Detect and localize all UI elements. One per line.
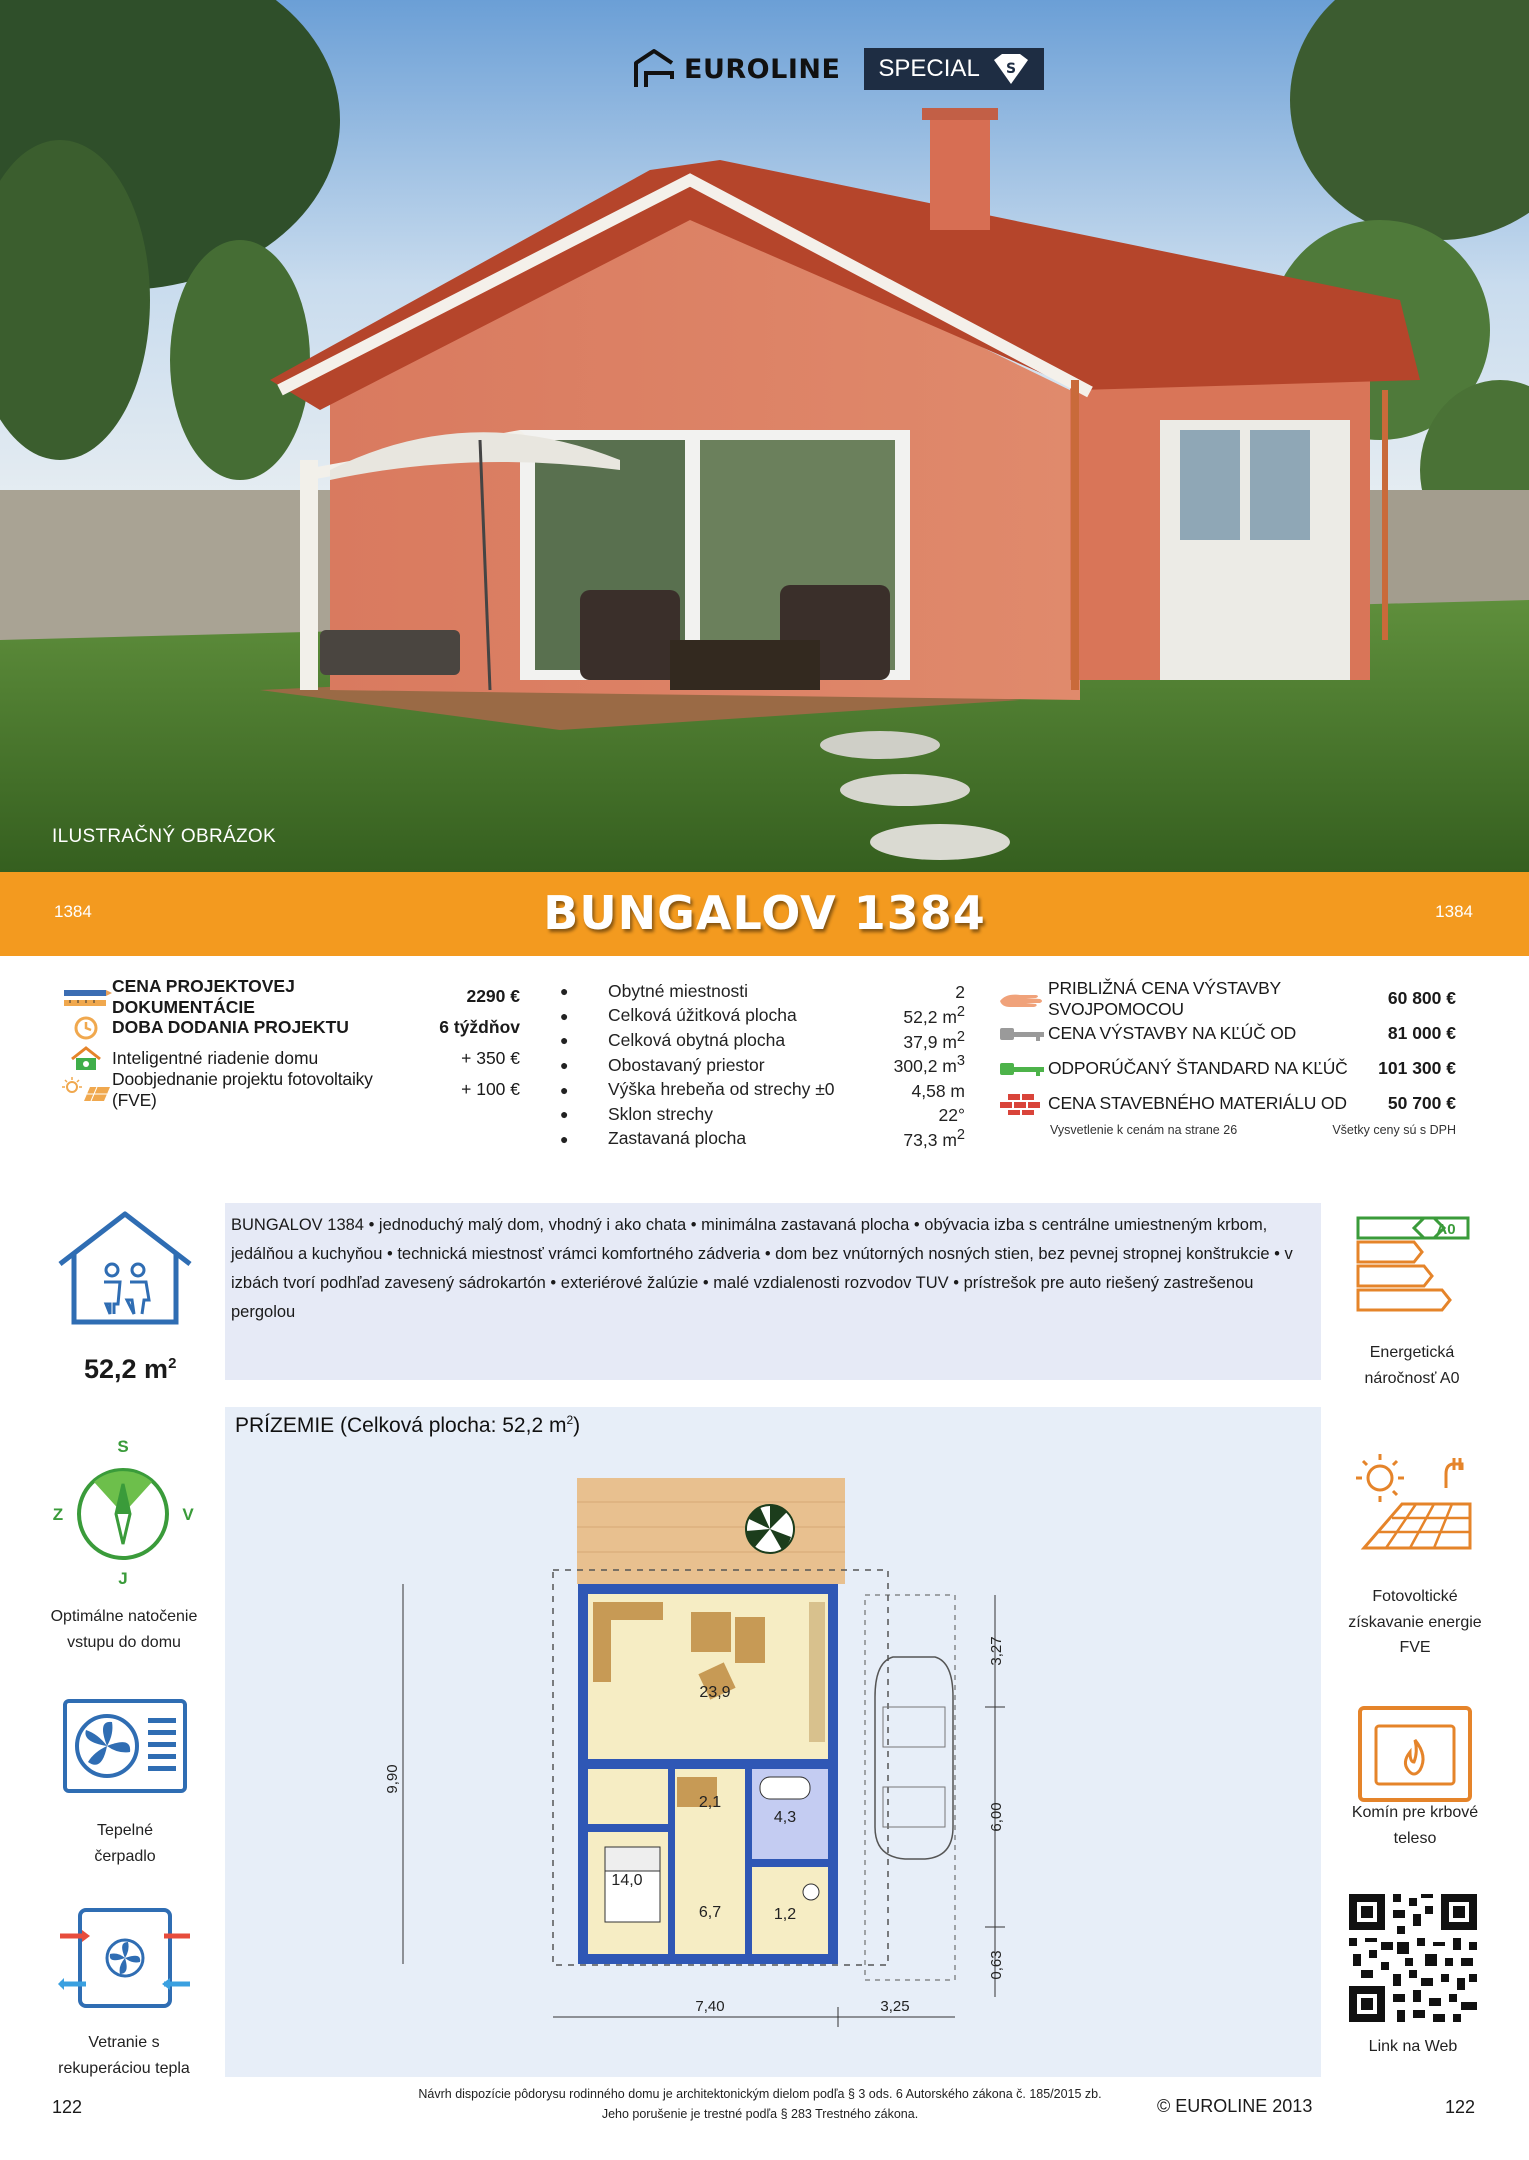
energy-class-value: A0	[1436, 1221, 1456, 1238]
price-row	[996, 977, 1456, 1019]
key-green-icon	[996, 1057, 1048, 1081]
bullet-icon: ●	[560, 1007, 569, 1024]
param-label: Sklon strechy	[608, 1103, 714, 1124]
brand-logo	[632, 46, 1044, 92]
project-code-right: 1384	[1435, 902, 1473, 921]
family-house-icon	[52, 1208, 198, 1328]
price-notes	[996, 1123, 1456, 1137]
compass-icon	[50, 1434, 196, 1592]
project-label: DOBA DODANIA PROJEKTU	[112, 1017, 349, 1037]
param-row	[560, 1028, 965, 1053]
hero-image	[0, 0, 1529, 872]
param-label: Výška hrebeňa od strechy ±0	[608, 1079, 835, 1100]
key-gray-icon	[996, 1022, 1048, 1046]
heat-pump-icon	[62, 1698, 188, 1798]
legal-notice	[330, 2084, 1190, 2124]
price-label: CENA VÝSTAVBY NA KĽÚČ OD	[1048, 1023, 1297, 1043]
param-label: Obytné miestnosti	[608, 980, 749, 1001]
special-badge-letter: S	[1006, 61, 1017, 77]
price-note-vat: Všetky ceny sú s DPH	[1332, 1123, 1456, 1137]
brand-special-label: SPECIAL	[878, 55, 980, 82]
bullet-icon: ●	[560, 1032, 569, 1049]
param-value: 73,3 $m^2$	[903, 1126, 965, 1150]
price-value: 81 000 €	[1387, 1023, 1456, 1043]
project-label: Doobjednanie projektu fotovoltaiky (FVE)	[112, 1068, 373, 1110]
legal-line-2: Jeho porušenie je trestné podľa § 283 Trestného zákona.	[601, 2107, 919, 2121]
param-row	[560, 1077, 965, 1102]
compass-west-label: Z	[52, 1505, 64, 1524]
project-label: Inteligentné riadenie domu	[112, 1048, 319, 1068]
room-area-bedroom: 14,0	[611, 1872, 643, 1889]
bullet-icon: ●	[560, 983, 569, 1000]
param-label: Celková obytná plocha	[608, 1029, 786, 1050]
page-title: BUNGALOV 1384	[543, 886, 986, 940]
photovoltaic-label: Fotovoltické získavanie energie FVE	[1348, 1588, 1482, 1657]
param-value: 300,2 $m^3$	[893, 1053, 965, 1076]
house-illustration	[0, 0, 1529, 872]
room-area-hall: 6,7	[698, 1904, 722, 1921]
price-row	[996, 1086, 1456, 1121]
param-row	[560, 979, 965, 1004]
price-row	[996, 1051, 1456, 1086]
energy-label: Energetická náročnosť A0	[1364, 1344, 1460, 1387]
room-area-bath: 4,3	[773, 1809, 797, 1826]
project-value: 2290 €	[466, 986, 520, 1006]
price-label: CENA STAVEBNÉHO MATERIÁLU OD	[1048, 1093, 1347, 1113]
special-badge-icon	[992, 54, 1030, 84]
solar-panel-icon	[60, 1077, 112, 1103]
room-area-living: 23,9	[699, 1684, 731, 1701]
ventilation-icon	[58, 1906, 192, 2016]
project-row	[60, 975, 520, 1017]
dim-mid-right: 6,00	[988, 1802, 1005, 1832]
bullet-icon: ●	[560, 1130, 569, 1147]
project-value: + 100 €	[461, 1079, 520, 1099]
house-logo-icon	[632, 47, 676, 91]
param-row	[560, 1053, 965, 1078]
param-value: 2	[955, 982, 965, 1003]
price-label: PRIBLIŽNÁ CENA VÝSTAVBY SVOJPOMOCOU	[1048, 977, 1281, 1019]
floor-plan-drawing	[225, 1407, 1321, 2077]
qr-code-icon[interactable]	[1345, 1890, 1481, 2026]
price-value: 50 700 €	[1387, 1093, 1456, 1113]
bullet-icon: ●	[560, 1081, 569, 1098]
parameters-list	[560, 979, 965, 1151]
legal-line-1: Návrh dispozície pôdorysu rodinného domu je architektonickým dielom podľa § 3 ods. 6 Autorského zákona č. 185/2015 zb.	[418, 2087, 1102, 2101]
project-code-left: 1384	[54, 902, 92, 921]
floor-plan-title: PRÍZEMIE (Celková plocha: 52,2 $m^2$)	[235, 1413, 581, 1437]
dim-width-carport: 3,25	[880, 1998, 910, 2015]
bricks-icon	[996, 1092, 1048, 1116]
page-number-left: 122	[52, 2097, 83, 2117]
dim-top-right: 3,27	[988, 1636, 1005, 1666]
project-info-list	[60, 975, 520, 1110]
compass-east-label: V	[182, 1505, 194, 1524]
copyright: © EUROLINE 2013	[1157, 2096, 1313, 2116]
smart-home-icon	[60, 1046, 112, 1072]
project-row	[60, 1068, 520, 1110]
room-area-tech: 2,1	[698, 1794, 722, 1811]
dim-total-height: 9,90	[384, 1764, 401, 1794]
param-row	[560, 1102, 965, 1127]
param-label: Obostavaný priestor	[608, 1054, 765, 1075]
param-value: 52,2 $m^2$	[903, 1003, 965, 1027]
param-value: 22°	[938, 1105, 965, 1126]
price-row	[996, 1016, 1456, 1051]
room-area-wc: 1,2	[773, 1906, 797, 1923]
fireplace-label: Komín pre krbové teleso	[1351, 1804, 1479, 1847]
price-label: ODPORÚČANÝ ŠTANDARD NA KĽÚČ	[1048, 1058, 1348, 1078]
dim-bottom-right: 0,63	[988, 1950, 1005, 1980]
photovoltaic-icon	[1350, 1448, 1480, 1552]
compass-south-label: J	[118, 1569, 128, 1588]
floor-plan	[225, 1407, 1321, 2077]
param-row	[560, 1004, 965, 1029]
project-label: CENA PROJEKTOVEJ DOKUMENTÁCIE	[112, 975, 295, 1017]
prices-list	[996, 977, 1456, 1137]
param-label: Celková úžitková plocha	[608, 1005, 797, 1026]
project-row	[60, 1012, 520, 1043]
house-description: BUNGALOV 1384 • jednoduchý malý dom, vhodný i ako chata • minimálna zastavaná plocha • obývacia izba s centrálne umiestneným krbom, jedálňou a kuchyňou • technická miestnosť vrámci komfortného zádveria • dom bez vnútorných nosných stien, bez pevnej stropnej konštrukcie • v izbách tvorí podhľad zavesený sádrokartón • exteriérové žalúzie • malé vzdialenosti rozvodov TUV • prístrešok pre auto riešený zastrešenou pergolou	[225, 1203, 1321, 1380]
title-bar	[0, 872, 1529, 956]
param-value: 37,9 $m^2$	[903, 1028, 965, 1052]
param-row	[560, 1127, 965, 1152]
project-value: + 350 €	[461, 1048, 520, 1068]
param-label: Zastavaná plocha	[608, 1128, 747, 1149]
dim-width-main: 7,40	[695, 1998, 725, 2015]
project-value: 6 týždňov	[439, 1017, 520, 1037]
ventilation-label: Vetranie s rekuperáciou tepla	[58, 2034, 190, 2077]
bullet-icon: ●	[560, 1057, 569, 1074]
fireplace-icon	[1356, 1704, 1474, 1804]
pencil-ruler-icon	[60, 984, 112, 1010]
heat-pump-label: Tepelné čerpadlo	[94, 1822, 156, 1865]
info-section	[0, 975, 1529, 1150]
price-value: 60 800 €	[1387, 988, 1456, 1008]
hand-icon	[996, 987, 1048, 1011]
brand-special-tag	[864, 48, 1044, 90]
hero-caption: ILUSTRAČNÝ OBRÁZOK	[52, 826, 276, 847]
clock-icon	[60, 1015, 112, 1041]
bullet-icon: ●	[560, 1106, 569, 1123]
price-note-link: Vysvetlenie k cenám na strane 26	[1050, 1123, 1238, 1137]
brand-name: EUROLINE	[684, 53, 841, 85]
compass-north-label: S	[117, 1437, 129, 1456]
energy-class-icon	[1354, 1214, 1472, 1318]
page-number-right: 122	[1445, 2097, 1476, 2117]
usable-area: 52,2 $m^2$	[84, 1354, 177, 1384]
orientation-label: Optimálne natočenie vstupu do domu	[50, 1608, 198, 1651]
price-value: 101 300 €	[1378, 1058, 1456, 1078]
param-value: 4,58 m	[911, 1080, 965, 1101]
qr-label[interactable]: Link na Web	[1368, 2038, 1458, 2055]
